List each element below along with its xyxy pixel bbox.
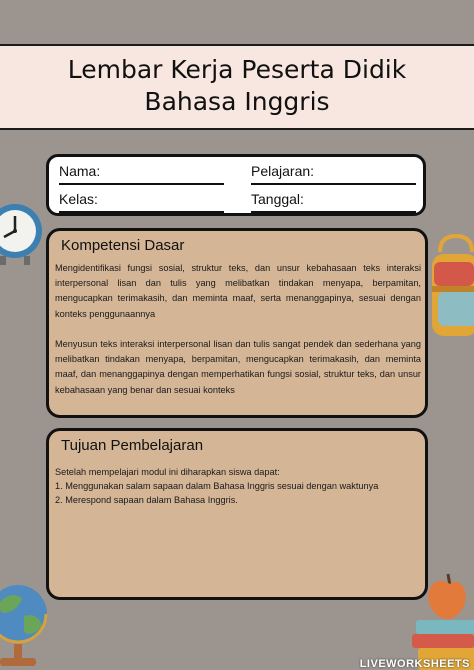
tanggal-line	[251, 211, 416, 213]
tujuan-pembelajaran-title: Tujuan Pembelajaran	[61, 437, 204, 454]
pelajaran-line	[251, 183, 416, 185]
kelas-label: Kelas:	[59, 191, 98, 207]
kelas-line	[59, 211, 224, 213]
backpack-icon	[428, 232, 474, 342]
nama-line	[59, 183, 224, 185]
clock-icon	[0, 196, 48, 266]
tujuan-intro: Setelah mempelajari modul ini diharapkan siswa dapat:	[55, 467, 280, 477]
kompetensi-dasar-title: Kompetensi Dasar	[61, 237, 185, 254]
nama-label: Nama:	[59, 163, 101, 179]
kompetensi-paragraph-1: Mengidentifikasi fungsi sosial, struktur teks, dan unsur kebahasaan teks interaksi interpersonal lisan dan tulis yang melibatkan tindakan menyapa, berpamitan, mengucapkan terimakasih, dan meminta maaf, serta menanggapinya, sesuai dengan konteks penggunaannya	[55, 263, 421, 319]
kelas-field[interactable]	[59, 191, 98, 207]
worksheet-subtitle: Bahasa Inggris	[144, 87, 330, 116]
globe-icon	[0, 582, 54, 670]
tanggal-field[interactable]	[251, 191, 304, 207]
tanggal-label: Tanggal:	[251, 191, 304, 207]
kompetensi-paragraph-2: Menyusun teks interaksi interpersonal lisan dan tulis sangat pendek dan sederhana yang melibatkan tindakan menyapa, berpamitan, mengucapkan terimakasih, dan meminta maaf, dan menanggapinya dengan memperhatikan fungsi sosial, struktur teks, dan unsur kebahasaan yang benar dan sesuai konteks	[55, 339, 421, 395]
student-identity-box	[46, 154, 426, 216]
tujuan-pembelajaran-card	[46, 428, 428, 600]
kompetensi-dasar-card	[46, 228, 428, 418]
liveworksheets-watermark: LIVEWORKSHEETS	[359, 658, 470, 670]
tujuan-list	[55, 479, 421, 507]
nama-field[interactable]	[59, 163, 100, 179]
pelajaran-field[interactable]	[251, 163, 314, 179]
apple-books-icon	[410, 570, 474, 670]
pelajaran-label: Pelajaran:	[251, 163, 315, 179]
worksheet-title: Lembar Kerja Peserta Didik	[67, 55, 407, 84]
tujuan-item-1: 1. Menggunakan salam sapaan dalam Bahasa Inggris sesuai dengan waktunya	[55, 481, 379, 491]
tujuan-item-2: 2. Merespond sapaan dalam Bahasa Inggris.	[55, 495, 238, 505]
worksheet-header	[0, 44, 474, 130]
